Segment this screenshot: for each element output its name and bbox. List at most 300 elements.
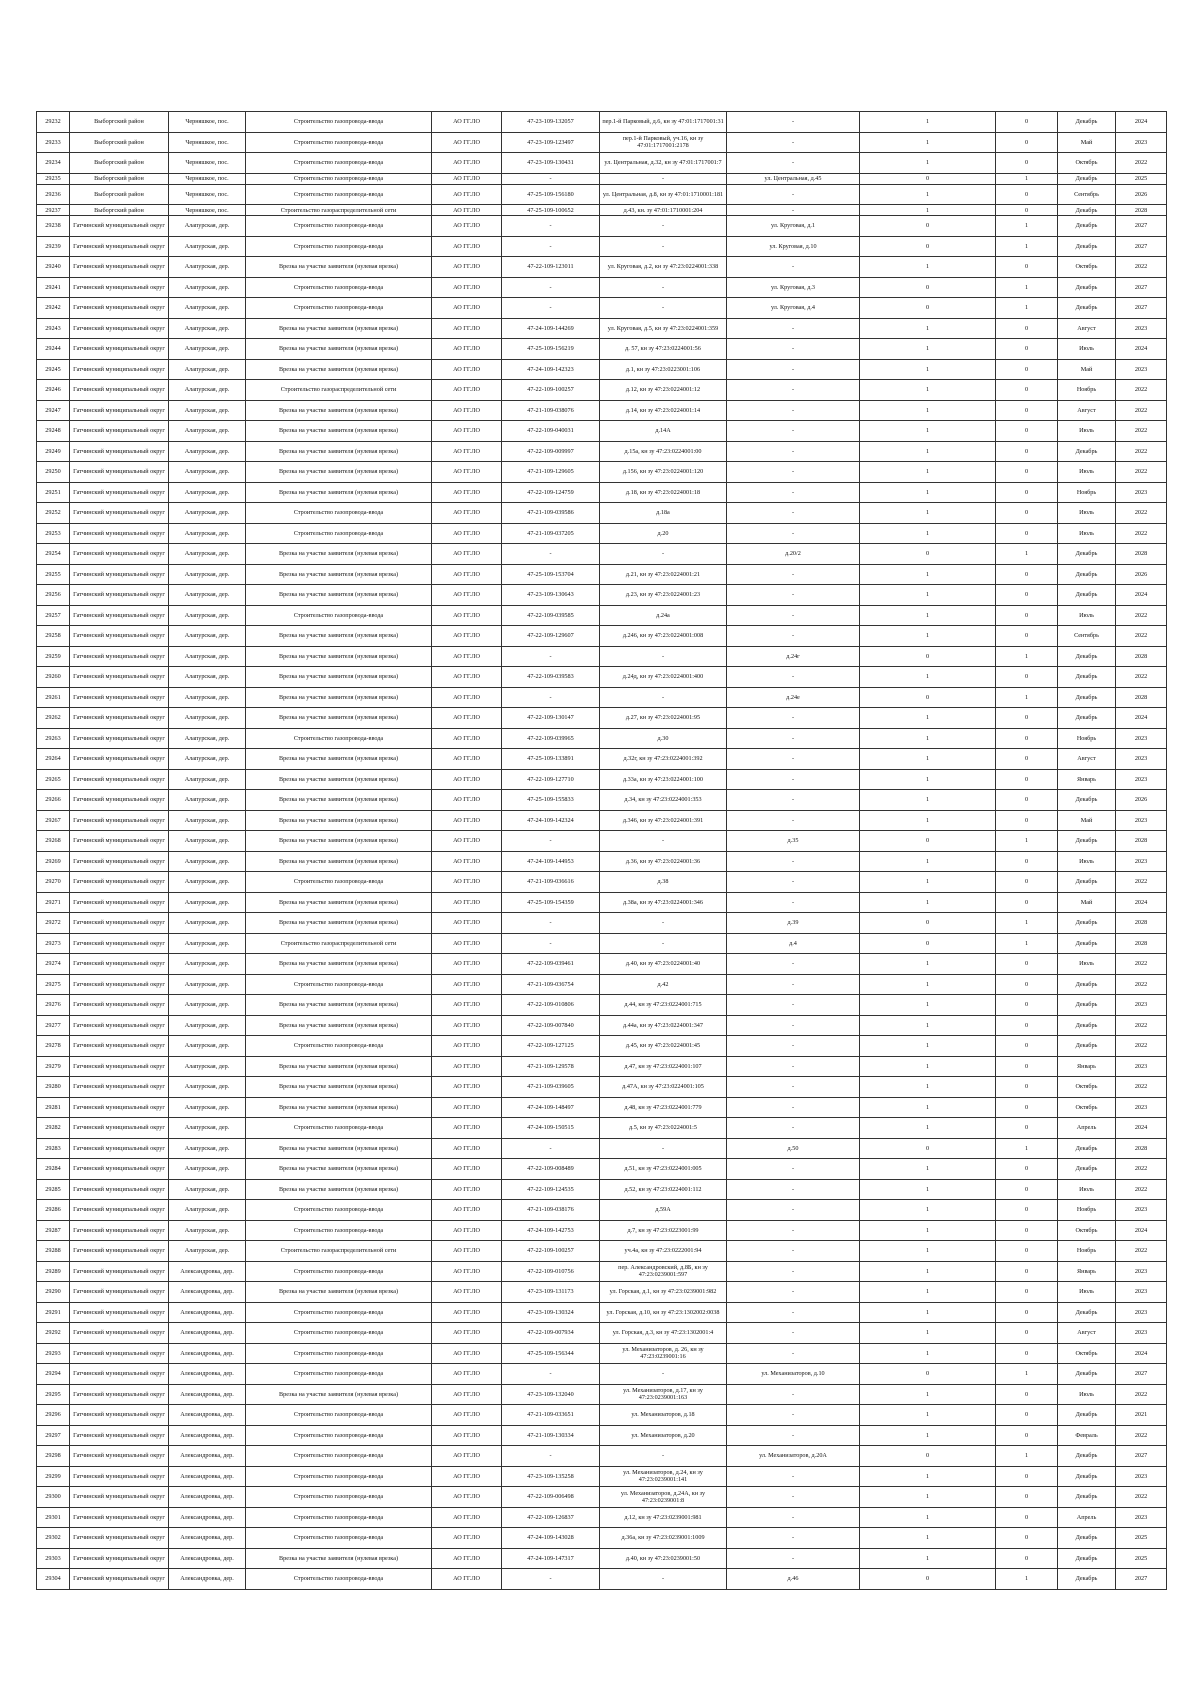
cell-address-cadastral: - [600,236,727,257]
cell-work-type: Строительство газопровода-ввода [246,1446,432,1467]
cell-address-cadastral: ул. Круговая, д.5, кн зу 47:23:0224001:359 [600,318,727,339]
cell-district: Гатчинский муниципальный округ [70,708,169,729]
table-row [37,236,1167,257]
cell-settlement: Алапурская, дер. [169,933,246,954]
cell-address: - [727,359,860,380]
cell-count-connected: 1 [860,564,996,585]
cell-count-connected: 1 [860,462,996,483]
cell-count-connected: 1 [860,1507,996,1528]
cell-row-number: 29256 [37,585,70,606]
cell-count-connected: 1 [860,380,996,401]
cell-month: Декабрь [1058,1569,1116,1590]
cell-count-planned: 1 [996,236,1058,257]
cell-year: 2023 [1116,1507,1167,1528]
cell-work-type: Врезка на участке заявителя (нулевая врезка) [246,462,432,483]
cell-row-number: 29259 [37,646,70,667]
table-row [37,1261,1167,1282]
cell-row-number: 29238 [37,216,70,237]
cell-address-cadastral: д.14, кн зу 47:23:0224001:14 [600,400,727,421]
cell-address: - [727,1302,860,1323]
cell-address-cadastral: д.27, кн зу 47:23:0224001:95 [600,708,727,729]
cell-address: - [727,810,860,831]
table-row [37,503,1167,524]
cell-work-type: Врезка на участке заявителя (нулевая врезка) [246,646,432,667]
cell-organization: АО ГГ.ЛО [432,1466,502,1487]
cell-settlement: Алапурская, дер. [169,1138,246,1159]
cell-year: 2028 [1116,1138,1167,1159]
cell-district: Гатчинский муниципальный округ [70,667,169,688]
cell-settlement: Алапурская, дер. [169,728,246,749]
cell-year: 2022 [1116,462,1167,483]
cell-month: Декабрь [1058,1036,1116,1057]
cell-row-number: 29283 [37,1138,70,1159]
cell-row-number: 29252 [37,503,70,524]
cell-settlement: Алапурская, дер. [169,1036,246,1057]
cell-organization: АО ГГ.ЛО [432,216,502,237]
cell-settlement: Александровка, дер. [169,1405,246,1426]
cell-organization: АО ГГ.ЛО [432,277,502,298]
cell-row-number: 29287 [37,1220,70,1241]
cell-organization: АО ГГ.ЛО [432,974,502,995]
table-row [37,769,1167,790]
cell-work-type: Врезка на участке заявителя (нулевая врезка) [246,564,432,585]
cell-application-number: 47-22-109-010806 [502,995,600,1016]
cell-application-number: - [502,687,600,708]
cell-month: Декабрь [1058,790,1116,811]
cell-year: 2026 [1116,790,1167,811]
cell-month: Декабрь [1058,1015,1116,1036]
cell-count-connected: 1 [860,1487,996,1508]
cell-count-connected: 1 [860,205,996,216]
cell-count-planned: 0 [996,749,1058,770]
cell-organization: АО ГГ.ЛО [432,872,502,893]
cell-row-number: 29296 [37,1405,70,1426]
cell-count-planned: 1 [996,298,1058,319]
cell-application-number: - [502,646,600,667]
cell-year: 2022 [1116,1384,1167,1405]
table-row [37,1364,1167,1385]
cell-count-planned: 0 [996,523,1058,544]
cell-work-type: Врезка на участке заявителя (нулевая врезка) [246,831,432,852]
cell-month: Август [1058,400,1116,421]
cell-address-cadastral: ул. Механизаторов, д.17, кн зу 47:23:0239001:163 [600,1384,727,1405]
cell-application-number: 47-22-109-007840 [502,1015,600,1036]
cell-organization: АО ГГ.ЛО [432,1364,502,1385]
cell-month: Июль [1058,1179,1116,1200]
cell-settlement: Алапурская, дер. [169,318,246,339]
cell-district: Гатчинский муниципальный округ [70,544,169,565]
cell-settlement: Александровка, дер. [169,1507,246,1528]
cell-row-number: 29297 [37,1425,70,1446]
cell-address-cadastral: - [600,298,727,319]
cell-address-cadastral: д.14А [600,421,727,442]
cell-district: Гатчинский муниципальный округ [70,810,169,831]
cell-count-connected: 1 [860,1384,996,1405]
cell-address-cadastral: - [600,173,727,184]
cell-year: 2027 [1116,1569,1167,1590]
cell-month: Апрель [1058,1507,1116,1528]
cell-count-planned: 0 [996,585,1058,606]
cell-count-planned: 0 [996,1179,1058,1200]
cell-month: Июль [1058,462,1116,483]
cell-address: - [727,1220,860,1241]
cell-address: д.50 [727,1138,860,1159]
cell-application-number: 47-25-109-156180 [502,184,600,205]
cell-month: Декабрь [1058,831,1116,852]
cell-row-number: 29294 [37,1364,70,1385]
cell-month: Декабрь [1058,205,1116,216]
cell-work-type: Строительство газопровода-ввода [246,1569,432,1590]
cell-year: 2025 [1116,1528,1167,1549]
cell-count-planned: 1 [996,933,1058,954]
cell-count-connected: 0 [860,298,996,319]
cell-settlement: Алапурская, дер. [169,523,246,544]
cell-application-number: 47-21-109-039605 [502,1077,600,1098]
cell-address-cadastral: д.346, кн зу 47:23:0224001:391 [600,810,727,831]
cell-year: 2023 [1116,132,1167,153]
cell-row-number: 29272 [37,913,70,934]
cell-year: 2022 [1116,974,1167,995]
cell-district: Гатчинский муниципальный округ [70,995,169,1016]
cell-count-planned: 0 [996,851,1058,872]
cell-month: Май [1058,892,1116,913]
cell-address-cadastral: д.34, кн зу 47:23:0224001:353 [600,790,727,811]
cell-application-number: - [502,1446,600,1467]
table-body [37,112,1167,1590]
cell-address-cadastral: д.43, кн. зу 47:01:1710001:204 [600,205,727,216]
cell-settlement: Алапурская, дер. [169,359,246,380]
cell-address-cadastral: д.48, кн зу 47:23:0224001:779 [600,1097,727,1118]
cell-month: Август [1058,1323,1116,1344]
cell-month: Январь [1058,769,1116,790]
cell-organization: АО ГГ.ЛО [432,1384,502,1405]
cell-address-cadastral: д.21, кн зу 47:23:0224001:21 [600,564,727,585]
cell-application-number: 47-22-109-124535 [502,1179,600,1200]
cell-address-cadastral: д.47А, кн зу 47:23:0224001:105 [600,1077,727,1098]
cell-row-number: 29290 [37,1282,70,1303]
cell-count-connected: 1 [860,1179,996,1200]
table-row [37,831,1167,852]
table-row [37,339,1167,360]
cell-district: Гатчинский муниципальный округ [70,1548,169,1569]
cell-count-connected: 1 [860,1056,996,1077]
cell-address: д.24г [727,646,860,667]
cell-district: Гатчинский муниципальный округ [70,1528,169,1549]
cell-month: Декабрь [1058,995,1116,1016]
cell-organization: АО ГГ.ЛО [432,1056,502,1077]
cell-application-number: - [502,913,600,934]
cell-application-number: - [502,298,600,319]
cell-settlement: Алапурская, дер. [169,646,246,667]
cell-count-connected: 1 [860,851,996,872]
cell-address: - [727,585,860,606]
cell-address: д.24е [727,687,860,708]
cell-year: 2024 [1116,892,1167,913]
cell-month: Январь [1058,1056,1116,1077]
cell-count-planned: 0 [996,132,1058,153]
cell-application-number: 47-21-109-129578 [502,1056,600,1077]
cell-address-cadastral: д.32г, кн зу 47:23:0224001:392 [600,749,727,770]
cell-count-planned: 0 [996,400,1058,421]
cell-count-planned: 0 [996,441,1058,462]
cell-work-type: Врезка на участке заявителя (нулевая врезка) [246,257,432,278]
cell-organization: АО ГГ.ЛО [432,790,502,811]
cell-organization: АО ГГ.ЛО [432,1282,502,1303]
cell-count-planned: 0 [996,1507,1058,1528]
cell-district: Гатчинский муниципальный округ [70,1179,169,1200]
cell-row-number: 29304 [37,1569,70,1590]
cell-application-number: 47-23-109-130431 [502,153,600,174]
cell-organization: АО ГГ.ЛО [432,1405,502,1426]
cell-district: Гатчинский муниципальный округ [70,585,169,606]
cell-settlement: Александровка, дер. [169,1466,246,1487]
cell-year: 2027 [1116,1364,1167,1385]
cell-row-number: 29233 [37,132,70,153]
cell-district: Выборгский район [70,132,169,153]
cell-year: 2023 [1116,728,1167,749]
cell-count-connected: 1 [860,1118,996,1139]
cell-address: - [727,1056,860,1077]
cell-address-cadastral: ул. Горская, д.1, кн зу 47:23:0239001:982 [600,1282,727,1303]
cell-settlement: Алапурская, дер. [169,216,246,237]
cell-address: - [727,523,860,544]
cell-district: Гатчинский муниципальный округ [70,626,169,647]
cell-address: - [727,1507,860,1528]
cell-work-type: Строительство газопровода-ввода [246,132,432,153]
cell-organization: АО ГГ.ЛО [432,112,502,133]
cell-year: 2022 [1116,1179,1167,1200]
cell-work-type: Врезка на участке заявителя (нулевая врезка) [246,1179,432,1200]
cell-year: 2027 [1116,236,1167,257]
cell-organization: АО ГГ.ЛО [432,1528,502,1549]
cell-address: - [727,851,860,872]
cell-work-type: Строительство газопровода-ввода [246,184,432,205]
cell-district: Гатчинский муниципальный округ [70,503,169,524]
cell-work-type: Строительство газопровода-ввода [246,1405,432,1426]
cell-address-cadastral: д.24д, кн зу 47:23:0224001:400 [600,667,727,688]
cell-organization: АО ГГ.ЛО [432,1200,502,1221]
cell-application-number: 47-23-109-130324 [502,1302,600,1323]
cell-count-planned: 1 [996,1364,1058,1385]
cell-count-connected: 1 [860,1097,996,1118]
cell-row-number: 29244 [37,339,70,360]
cell-count-connected: 1 [860,1302,996,1323]
table-row [37,277,1167,298]
cell-address-cadastral: ул. Центральная, д.8, кн зу 47:01:1710001:181 [600,184,727,205]
cell-organization: АО ГГ.ЛО [432,564,502,585]
cell-year: 2022 [1116,954,1167,975]
cell-count-planned: 0 [996,359,1058,380]
cell-address: - [727,184,860,205]
cell-organization: АО ГГ.ЛО [432,1302,502,1323]
cell-count-planned: 1 [996,1138,1058,1159]
cell-work-type: Врезка на участке заявителя (нулевая врезка) [246,339,432,360]
cell-address-cadastral: д.30 [600,728,727,749]
cell-work-type: Строительство газораспределительной сети [246,205,432,216]
cell-application-number: 47-22-109-039461 [502,954,600,975]
cell-application-number: 47-21-109-036616 [502,872,600,893]
cell-district: Гатчинский муниципальный округ [70,421,169,442]
cell-organization: АО ГГ.ЛО [432,892,502,913]
cell-address: - [727,564,860,585]
cell-count-planned: 0 [996,482,1058,503]
cell-organization: АО ГГ.ЛО [432,1036,502,1057]
cell-settlement: Алапурская, дер. [169,1241,246,1262]
cell-organization: АО ГГ.ЛО [432,132,502,153]
cell-work-type: Строительство газопровода-ввода [246,605,432,626]
cell-address-cadastral: - [600,1138,727,1159]
cell-work-type: Врезка на участке заявителя (нулевая врезка) [246,544,432,565]
cell-year: 2023 [1116,995,1167,1016]
cell-organization: АО ГГ.ЛО [432,646,502,667]
cell-count-planned: 0 [996,626,1058,647]
cell-address-cadastral: ул. Круговая, д.2, кн зу 47:23:0224001:338 [600,257,727,278]
cell-settlement: Алапурская, дер. [169,872,246,893]
cell-organization: АО ГГ.ЛО [432,1425,502,1446]
cell-month: Декабрь [1058,1446,1116,1467]
cell-district: Выборгский район [70,153,169,174]
cell-work-type: Врезка на участке заявителя (нулевая врезка) [246,400,432,421]
cell-month: Июль [1058,1384,1116,1405]
cell-application-number: 47-21-109-039586 [502,503,600,524]
cell-row-number: 29254 [37,544,70,565]
cell-work-type: Врезка на участке заявителя (нулевая врезка) [246,421,432,442]
cell-work-type: Врезка на участке заявителя (нулевая врезка) [246,769,432,790]
cell-application-number: 47-23-109-131173 [502,1282,600,1303]
cell-count-connected: 1 [860,441,996,462]
cell-organization: АО ГГ.ЛО [432,318,502,339]
cell-address: - [727,1241,860,1262]
cell-count-connected: 1 [860,974,996,995]
cell-count-connected: 1 [860,1077,996,1098]
cell-address-cadastral: д.12, кн зу 47:23:0239001:981 [600,1507,727,1528]
cell-month: Декабрь [1058,1302,1116,1323]
table-row [37,605,1167,626]
cell-month: Ноябрь [1058,1241,1116,1262]
cell-application-number: 47-22-109-040031 [502,421,600,442]
cell-settlement: Александровка, дер. [169,1548,246,1569]
cell-district: Гатчинский муниципальный округ [70,359,169,380]
cell-count-planned: 0 [996,1548,1058,1569]
cell-address-cadastral: уч.4а, кн зу 47:23:0222001:94 [600,1241,727,1262]
cell-row-number: 29285 [37,1179,70,1200]
cell-application-number: - [502,277,600,298]
cell-address-cadastral: д.42 [600,974,727,995]
cell-row-number: 29258 [37,626,70,647]
cell-settlement: Черняшкое, пос. [169,184,246,205]
cell-month: Декабрь [1058,687,1116,708]
cell-count-planned: 0 [996,1261,1058,1282]
cell-count-connected: 0 [860,933,996,954]
cell-district: Гатчинский муниципальный округ [70,216,169,237]
cell-district: Гатчинский муниципальный округ [70,1323,169,1344]
table-row [37,1446,1167,1467]
cell-organization: АО ГГ.ЛО [432,626,502,647]
cell-work-type: Строительство газопровода-ввода [246,523,432,544]
table-row [37,1282,1167,1303]
cell-district: Гатчинский муниципальный округ [70,564,169,585]
cell-count-planned: 0 [996,1220,1058,1241]
cell-count-connected: 1 [860,626,996,647]
cell-year: 2022 [1116,1077,1167,1098]
cell-address: ул. Механизаторов, д.20А [727,1446,860,1467]
cell-year: 2022 [1116,441,1167,462]
cell-settlement: Алапурская, дер. [169,851,246,872]
cell-work-type: Врезка на участке заявителя (нулевая врезка) [246,1548,432,1569]
cell-row-number: 29289 [37,1261,70,1282]
cell-application-number: 47-21-109-129605 [502,462,600,483]
cell-count-connected: 1 [860,1261,996,1282]
cell-settlement: Алапурская, дер. [169,257,246,278]
cell-month: Июль [1058,421,1116,442]
cell-settlement: Алапурская, дер. [169,1056,246,1077]
cell-address: - [727,1323,860,1344]
cell-organization: АО ГГ.ЛО [432,831,502,852]
cell-application-number: 47-22-109-130147 [502,708,600,729]
cell-district: Гатчинский муниципальный округ [70,1466,169,1487]
cell-application-number: 47-23-109-132040 [502,1384,600,1405]
cell-month: Октябрь [1058,1077,1116,1098]
cell-month: Ноябрь [1058,728,1116,749]
cell-address: - [727,1159,860,1180]
cell-organization: АО ГГ.ЛО [432,667,502,688]
cell-row-number: 29266 [37,790,70,811]
cell-address: д.35 [727,831,860,852]
cell-address: - [727,503,860,524]
cell-settlement: Алапурская, дер. [169,421,246,442]
cell-year: 2022 [1116,257,1167,278]
table-row [37,667,1167,688]
cell-work-type: Строительство газопровода-ввода [246,728,432,749]
cell-settlement: Алапурская, дер. [169,482,246,503]
cell-address: - [727,1548,860,1569]
table-row [37,892,1167,913]
cell-work-type: Строительство газопровода-ввода [246,1507,432,1528]
cell-organization: АО ГГ.ЛО [432,359,502,380]
cell-district: Гатчинский муниципальный округ [70,1405,169,1426]
cell-address: - [727,441,860,462]
cell-organization: АО ГГ.ЛО [432,1261,502,1282]
cell-row-number: 29236 [37,184,70,205]
cell-address: - [727,1405,860,1426]
cell-row-number: 29295 [37,1384,70,1405]
cell-work-type: Строительство газопровода-ввода [246,1302,432,1323]
cell-row-number: 29232 [37,112,70,133]
cell-settlement: Алапурская, дер. [169,236,246,257]
cell-organization: АО ГГ.ЛО [432,339,502,360]
cell-work-type: Строительство газопровода-ввода [246,1200,432,1221]
cell-row-number: 29299 [37,1466,70,1487]
cell-organization: АО ГГ.ЛО [432,1446,502,1467]
cell-address-cadastral: - [600,544,727,565]
cell-count-planned: 1 [996,1569,1058,1590]
cell-count-planned: 1 [996,646,1058,667]
table-row [37,749,1167,770]
cell-address: - [727,790,860,811]
cell-year: 2027 [1116,298,1167,319]
cell-address: - [727,626,860,647]
cell-row-number: 29262 [37,708,70,729]
cell-month: Январь [1058,1261,1116,1282]
cell-count-connected: 1 [860,1241,996,1262]
cell-count-planned: 0 [996,1343,1058,1364]
cell-application-number: 47-22-109-008489 [502,1159,600,1180]
cell-settlement: Александровка, дер. [169,1446,246,1467]
cell-address: - [727,728,860,749]
cell-count-planned: 0 [996,605,1058,626]
cell-work-type: Врезка на участке заявителя (нулевая врезка) [246,1077,432,1098]
cell-address: - [727,749,860,770]
